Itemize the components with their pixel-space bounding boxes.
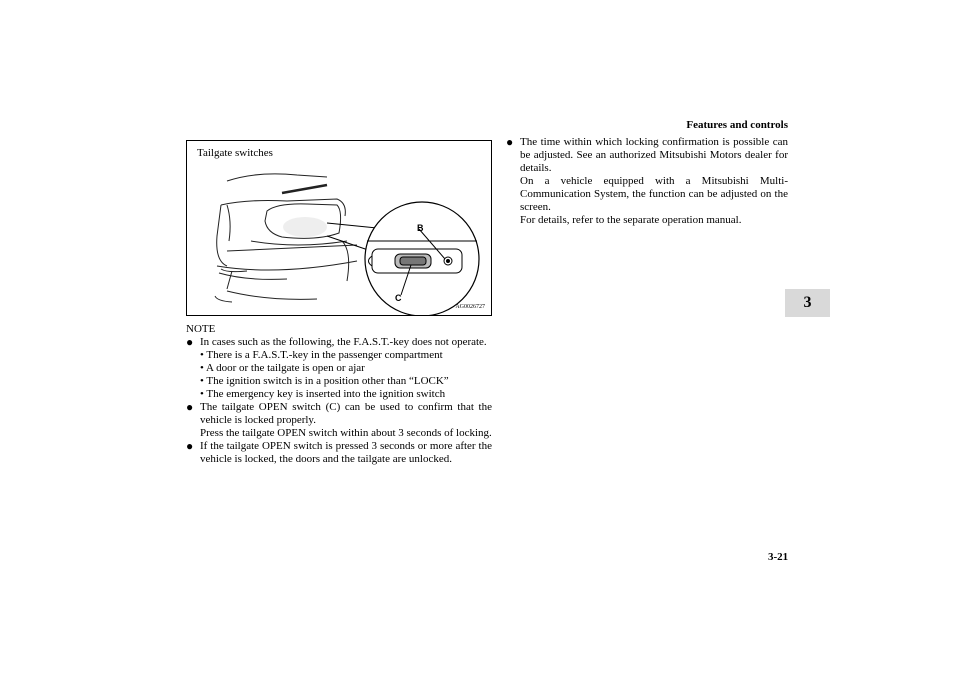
note-sub-item: Press the tailgate OPEN switch within about 3 seconds of locking. bbox=[200, 427, 492, 439]
note-bullet-text: The tailgate OPEN switch (C) can be used to confirm that the vehicle is locked properly. bbox=[200, 401, 492, 426]
note-section bbox=[186, 323, 492, 466]
section-title: Features and controls bbox=[686, 119, 788, 131]
note-sub-item: • The ignition switch is in a position other than “LOCK” bbox=[200, 375, 449, 387]
bullet-icon: ● bbox=[186, 335, 194, 349]
note-sub-item: • There is a F.A.S.T.-key in the passenger compartment bbox=[200, 349, 443, 361]
bullet-icon: ● bbox=[506, 135, 514, 149]
bullet-icon: ● bbox=[186, 400, 194, 414]
note-bullet-text: If the tailgate OPEN switch is pressed 3 seconds or more after the vehicle is locked, the doors and the tailgate are unlocked. bbox=[200, 440, 492, 465]
right-column bbox=[506, 136, 788, 227]
note-sub-item: • A door or the tailgate is open or ajar bbox=[200, 362, 365, 374]
chapter-tab bbox=[785, 289, 830, 317]
tailgate-switches-figure bbox=[186, 140, 492, 316]
figure-code: AG0026727 bbox=[455, 304, 485, 310]
figure-caption: Tailgate switches bbox=[197, 147, 273, 159]
note-sub-item: • The emergency key is inserted into the ignition switch bbox=[200, 388, 446, 400]
page-number: 3-21 bbox=[768, 551, 789, 563]
note-bullet bbox=[186, 401, 492, 440]
right-sub-item: On a vehicle equipped with a Mitsubishi Multi-Communication System, the function can be adjusted on the screen. bbox=[520, 175, 788, 213]
right-bullet-text: The time within which locking confirmation is possible can be adjusted. See an authorized Mitsubishi Motors dealer for details. bbox=[520, 136, 788, 174]
bullet-icon: ● bbox=[186, 439, 194, 453]
callout-label-c: C bbox=[395, 293, 402, 303]
tailgate-illustration bbox=[187, 141, 492, 316]
note-bullet bbox=[186, 440, 492, 466]
right-sub-item: For details, refer to the separate operation manual. bbox=[520, 214, 742, 226]
right-bullet bbox=[506, 136, 788, 227]
callout-label-b: B bbox=[417, 223, 424, 233]
note-label: NOTE bbox=[186, 323, 216, 335]
note-bullet bbox=[186, 336, 492, 401]
note-bullet-text: In cases such as the following, the F.A.S.T.-key does not operate. bbox=[200, 336, 487, 348]
chapter-number: 3 bbox=[803, 294, 812, 311]
